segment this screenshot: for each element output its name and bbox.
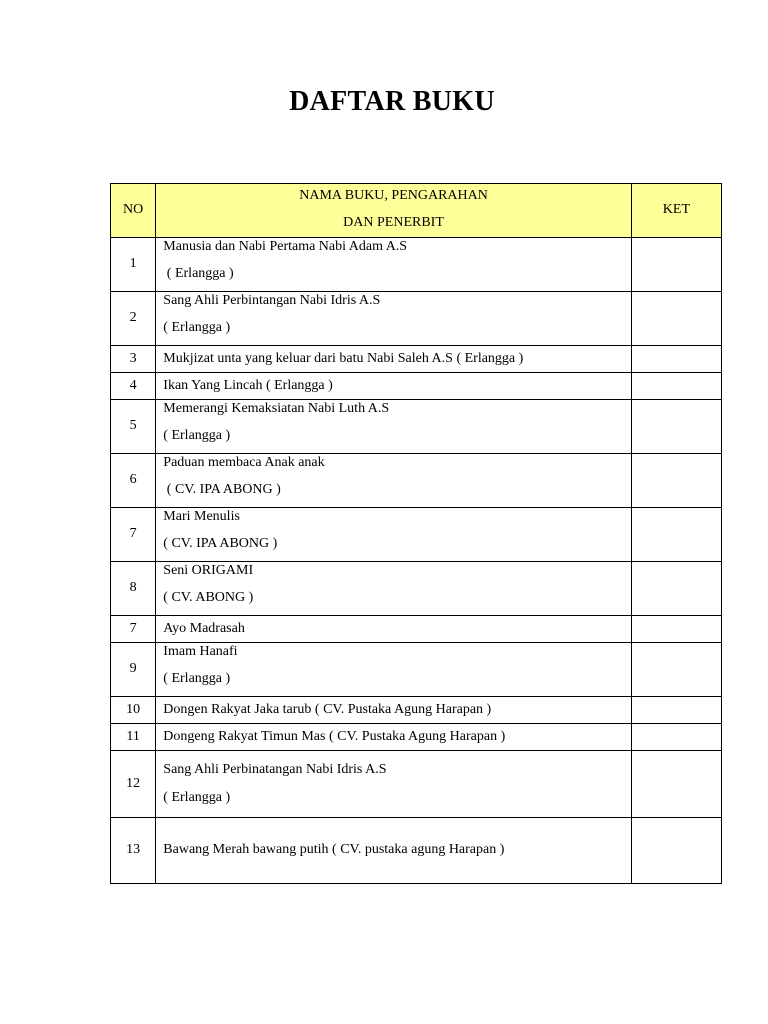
row-ket [631,818,721,884]
book-list-table [110,183,722,884]
row-no: 13 [111,818,156,884]
row-book [156,562,632,616]
row-book [156,724,632,751]
row-ket [631,238,721,292]
book-title: Dongeng Rakyat Timun Mas ( CV. Pustaka Agung Harapan ) [163,728,506,744]
header-no: NO [111,184,156,238]
table-row [111,643,722,697]
row-book [156,373,632,400]
table-row [111,818,722,884]
row-no: 5 [111,400,156,454]
page-title: DAFTAR BUKU [289,86,495,117]
row-book [156,292,632,346]
row-no: 6 [111,454,156,508]
row-ket [631,643,721,697]
row-no: 3 [111,346,156,373]
book-publisher: ( CV. ABONG ) [163,590,254,606]
table-row [111,616,722,643]
row-book [156,697,632,724]
book-title: Mari Menulis [163,509,240,524]
book-title: Paduan membaca Anak anak [163,455,325,470]
row-no: 11 [111,724,156,751]
row-book [156,400,632,454]
table-row [111,400,722,454]
row-ket [631,724,721,751]
book-publisher: ( Erlangga ) [163,320,231,336]
row-no: 9 [111,643,156,697]
book-title: Mukjizat unta yang keluar dari batu Nabi Saleh A.S ( Erlangga ) [163,350,524,366]
row-book [156,751,632,818]
row-no: 7 [111,508,156,562]
header-ket: KET [631,184,721,238]
table-row [111,346,722,373]
table-row [111,292,722,346]
book-publisher: ( CV. IPA ABONG ) [163,536,278,552]
row-book [156,346,632,373]
row-book [156,643,632,697]
row-ket [631,400,721,454]
book-title: Ayo Madrasah [163,620,245,636]
table-row [111,562,722,616]
row-book [156,616,632,643]
table-row [111,508,722,562]
row-no: 1 [111,238,156,292]
header-name-line1: NAMA BUKU, PENGARAHAN [299,187,488,203]
book-title: Imam Hanafi [163,644,238,659]
book-title: Sang Ahli Perbinatangan Nabi Idris A.S [163,762,387,778]
table-header-row [111,184,722,238]
book-title: Seni ORIGAMI [163,563,254,578]
book-title: Dongen Rakyat Jaka tarub ( CV. Pustaka Agung Harapan ) [163,701,492,717]
table-row [111,724,722,751]
row-ket [631,697,721,724]
table-row [111,373,722,400]
row-ket [631,346,721,373]
row-no: 4 [111,373,156,400]
header-name [156,184,632,238]
book-publisher: ( Erlangga ) [163,671,231,687]
row-ket [631,373,721,400]
row-book [156,454,632,508]
row-ket [631,508,721,562]
row-book [156,508,632,562]
book-publisher: ( CV. IPA ABONG ) [163,482,281,498]
book-publisher: ( Erlangga ) [163,266,234,282]
table-row [111,454,722,508]
row-no: 7 [111,616,156,643]
row-no: 10 [111,697,156,724]
book-title: Manusia dan Nabi Pertama Nabi Adam A.S [163,239,408,254]
table-row [111,238,722,292]
row-no: 8 [111,562,156,616]
row-ket [631,616,721,643]
row-ket [631,562,721,616]
book-title: Ikan Yang Lincah ( Erlangga ) [163,377,333,393]
header-name-line2: DAN PENERBIT [343,215,444,230]
row-no: 12 [111,751,156,818]
book-title: Bawang Merah bawang putih ( CV. pustaka agung Harapan ) [163,842,505,858]
row-ket [631,751,721,818]
book-publisher: ( Erlangga ) [163,789,231,805]
row-ket [631,454,721,508]
row-no: 2 [111,292,156,346]
book-publisher: ( Erlangga ) [163,428,231,444]
table-row [111,751,722,818]
book-title: Memerangi Kemaksiatan Nabi Luth A.S [163,401,390,416]
table-row [111,697,722,724]
row-book [156,818,632,884]
row-book [156,238,632,292]
row-ket [631,292,721,346]
book-title: Sang Ahli Perbintangan Nabi Idris A.S [163,293,381,308]
